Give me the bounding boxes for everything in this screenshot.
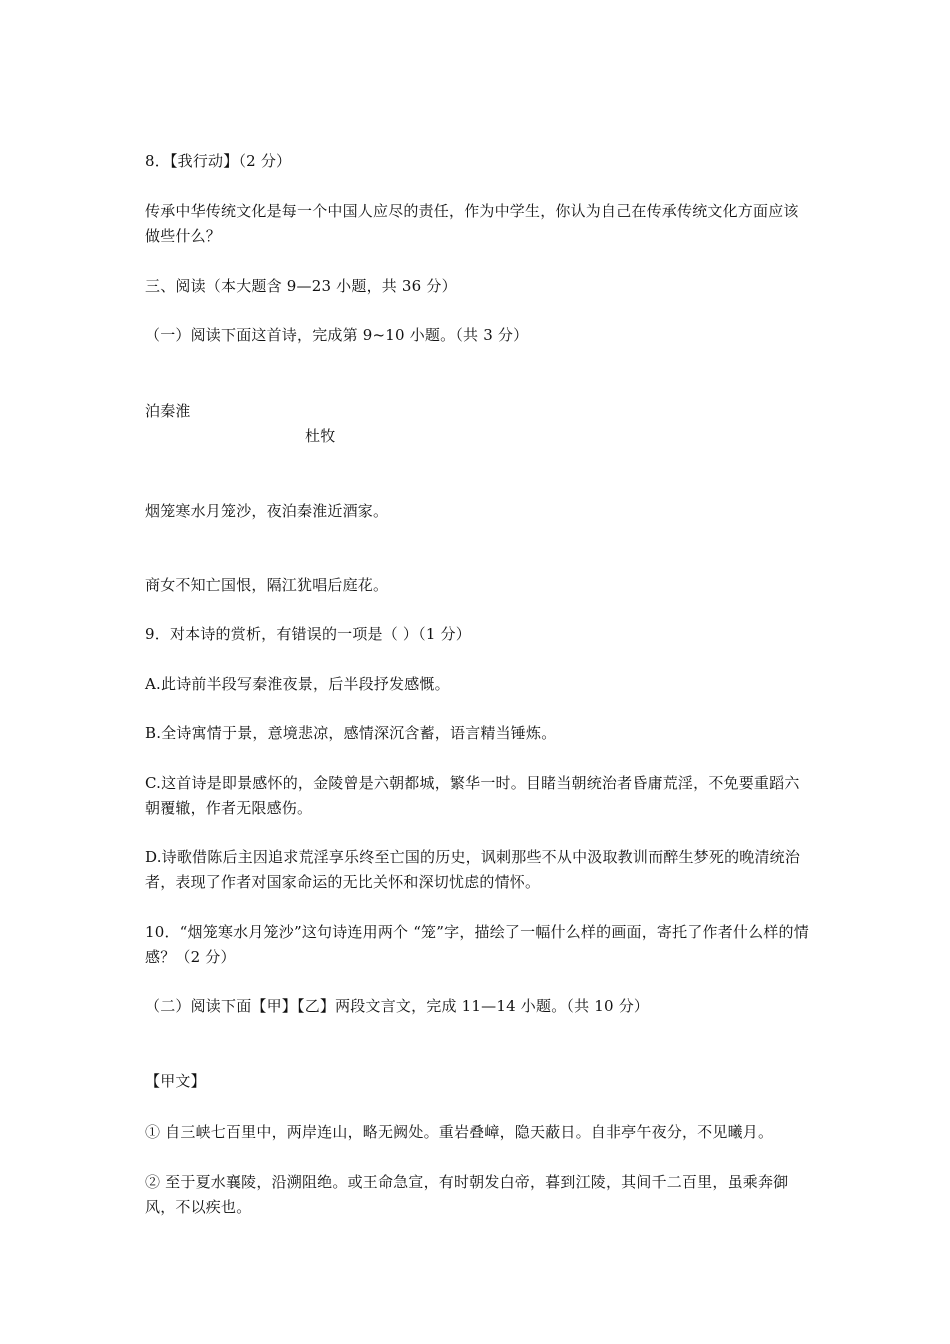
question-9-stem: 9．对本诗的赏析，有错误的一项是（ ）（1 分） — [145, 625, 471, 643]
text-jia-paragraph-2: ② 至于夏水襄陵，沿溯阻绝。或王命急宣，有时朝发白帝，暮到江陵，其间千二百里，虽乘奔御风，不以疾也。 — [145, 1173, 789, 1216]
part-1-heading: （一）阅读下面这首诗，完成第 9~10 小题。（共 3 分） — [145, 326, 529, 344]
section-3-heading: 三、阅读（本大题含 9—23 小题，共 36 分） — [145, 277, 457, 295]
poem-title: 泊秦淮 — [145, 402, 191, 420]
poem-line-1: 烟笼寒水月笼沙，夜泊秦淮近酒家。 — [145, 502, 389, 520]
poem-line-2: 商女不知亡国恨，隔江犹唱后庭花。 — [145, 576, 389, 594]
poem-author: 杜牧 — [305, 427, 336, 445]
part-2-heading: （二）阅读下面【甲】【乙】两段文言文，完成 11—14 小题。（共 10 分） — [145, 997, 650, 1015]
text-jia-paragraph-1: ① 自三峡七百里中，两岸连山，略无阙处。重岩叠嶂，隐天蔽日。自非亭午夜分，不见曦月。 — [145, 1123, 774, 1141]
question-8-heading: 8．【我行动】（2 分） — [145, 152, 292, 170]
text-jia-label: 【甲文】 — [145, 1072, 206, 1090]
question-9-option-d: D.诗歌借陈后主因追求荒淫享乐终至亡国的历史，讽刺那些不从中汲取教训而醉生梦死的晚清统治者，表现了作者对国家命运的无比关怀和深切忧虑的情怀。 — [145, 848, 801, 891]
question-9-option-c: C.这首诗是即景感怀的，金陵曾是六朝都城，繁华一时。目睹当朝统治者昏庸荒淫，不免要重蹈六朝覆辙，作者无限感伤。 — [145, 774, 800, 817]
question-10: 10．“烟笼寒水月笼沙”这句诗连用两个 “笼”字，描绘了一幅什么样的画面，寄托了作者什么样的情感？（2 分） — [145, 923, 809, 966]
question-9-option-a: A.此诗前半段写秦淮夜景，后半段抒发感慨。 — [145, 675, 450, 693]
question-9-option-b: B.全诗寓情于景，意境悲凉，感情深沉含蓄，语言精当锤炼。 — [145, 724, 557, 742]
question-8-prompt: 传承中华传统文化是每一个中国人应尽的责任，作为中学生，你认为自己在传承传统文化方面应该做些什么？ — [145, 202, 799, 245]
